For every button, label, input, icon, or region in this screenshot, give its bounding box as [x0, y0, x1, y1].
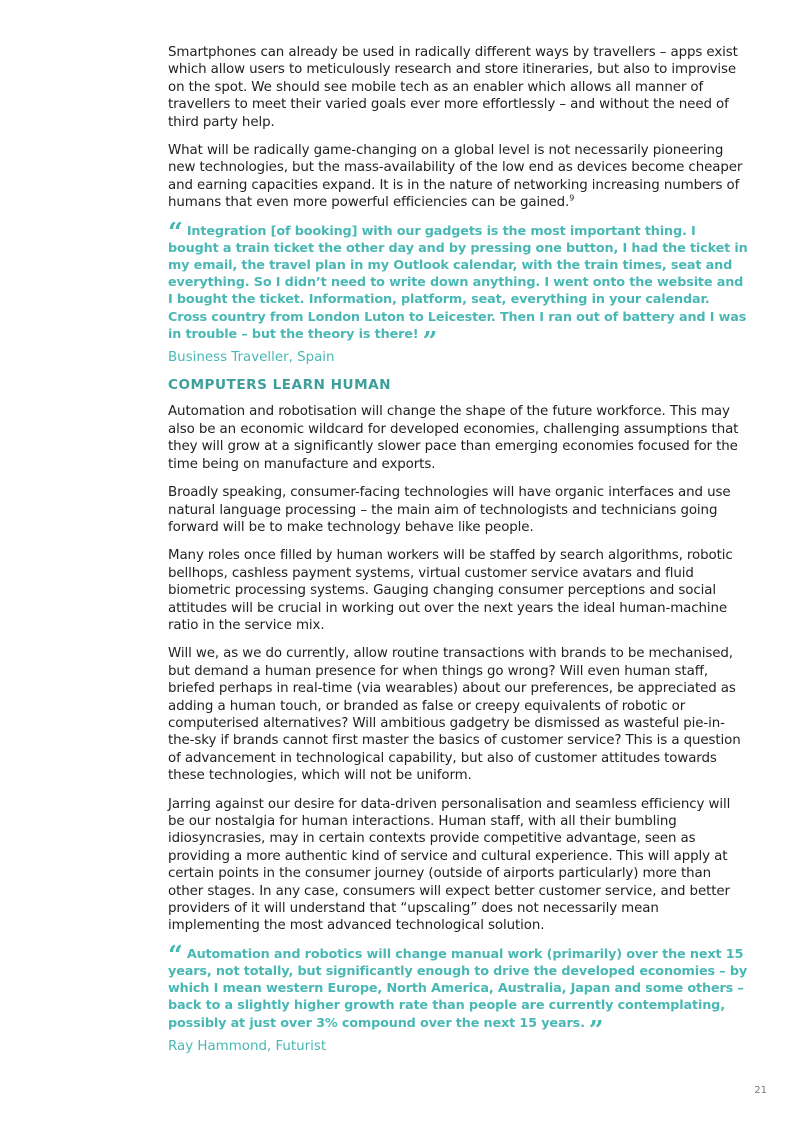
paragraph-smartphones: Smartphones can already be used in radically different ways by travellers – apps exist which allow users to meticulously research and store itineraries, but also to improvise on the spot. We should see mobile tech as an enabler which allows all manner of travellers to meet their varied goals ever more effortlessly – and without the need of third party help.: [168, 45, 738, 130]
footnote-marker: 9: [569, 193, 575, 203]
paragraph-game-changing: [168, 142, 748, 212]
paragraph-nostalgia: Jarring against our desire for data-driven personalisation and seamless efficiency will be our nostalgia for human interactions. Human staff, with all their bumbling idiosyncrasies, may in certain contexts provide competitive advantage, seen as providing a more authentic kind of service and cultural experience. This will apply at certain points in the consumer journey (outside of airports particularly) more than other stages. In any case, consumers will expect better customer service, and better providers of it will understand that “upscaling” does not necessarily mean implementing the most advanced technological solution.: [168, 796, 731, 934]
paragraph-consumer-tech: Broadly speaking, consumer-facing technologies will have organic interfaces and use natural language processing – the main aim of technologists and technicians going forward will be to make technology behave like people.: [168, 485, 731, 535]
open-quote-icon: “: [168, 217, 183, 248]
pull-quote-integration: [168, 217, 748, 357]
quote-attribution: Business Traveller, Spain: [168, 350, 335, 366]
paragraph-questions: Will we, as we do currently, allow routine transactions with brands to be mechanised, but demand a human presence for when things go wrong? Will even human staff, briefed perhaps in real-time (via wearables) about our preferences, be appreciated as adding a human touch, or branded as false or creepy equivalents of robotic or computerised alternatives? Will ambitious gadgetry be dismissed as wasteful pie-in-the-sky if brands cannot first master the basics of customer service? This is a question of advancement in technological capability, but also of customer attitudes towards these technologies, which will not be uniform.: [168, 646, 741, 784]
close-quote-icon: ”: [422, 326, 438, 357]
close-quote-icon: ”: [588, 1015, 604, 1046]
pull-quote-text: Integration [of booking] with our gadgets is the most important thing. I bought a train ticket the other day and by pressing one button, I had the ticket in my email, the travel plan in my Outlook calendar, with the train times, seat and everything. So I didn’t need to write down anything. I went onto the website and I bought the ticket. Information, platform, seat, everything in your calendar. Cross country from London Luton to Leicester. Then I ran out of battery and I was in trouble – but the theory is there!: [168, 223, 748, 342]
page-number: 21: [754, 1085, 767, 1096]
section-heading: COMPUTERS LEARN HUMAN: [168, 377, 391, 394]
pull-quote-text: Automation and robotics will change manual work (primarily) over the next 15 years, not totally, but significantly enough to drive the developed economies – by which I mean western Europe, North America, Australia, Japan and some others – back to a slightly higher growth rate than people are currently contemplating, possibly at just over 3% compound over the next 15 years.: [168, 946, 748, 1031]
paragraph-automation: Automation and robotisation will change the shape of the future workforce. This may also be an economic wildcard for developed economies, challenging assumptions that they will grow at a significantly slower pace than emerging economies focused for the time being on manufacture and exports.: [168, 404, 739, 472]
paragraph-roles: Many roles once filled by human workers will be staffed by search algorithms, robotic bellhops, cashless payment systems, virtual customer service avatars and fluid biometric processing systems. Gauging changing consumer perceptions and social attitudes will be crucial in working out over the next years the ideal human-machine ratio in the service mix.: [168, 548, 733, 633]
paragraph-game-changing-text: What will be radically game-changing on a global level is not necessarily pioneering new technologies, but the mass-availability of the low end as devices become cheaper and earning capacities expand. It is in the nature of networking increasing numbers of humans that even more powerful efficiencies can be gained.: [168, 143, 743, 211]
page-content: [168, 44, 748, 1066]
quote-attribution: Ray Hammond, Futurist: [168, 1038, 327, 1054]
open-quote-icon: “: [168, 940, 183, 971]
